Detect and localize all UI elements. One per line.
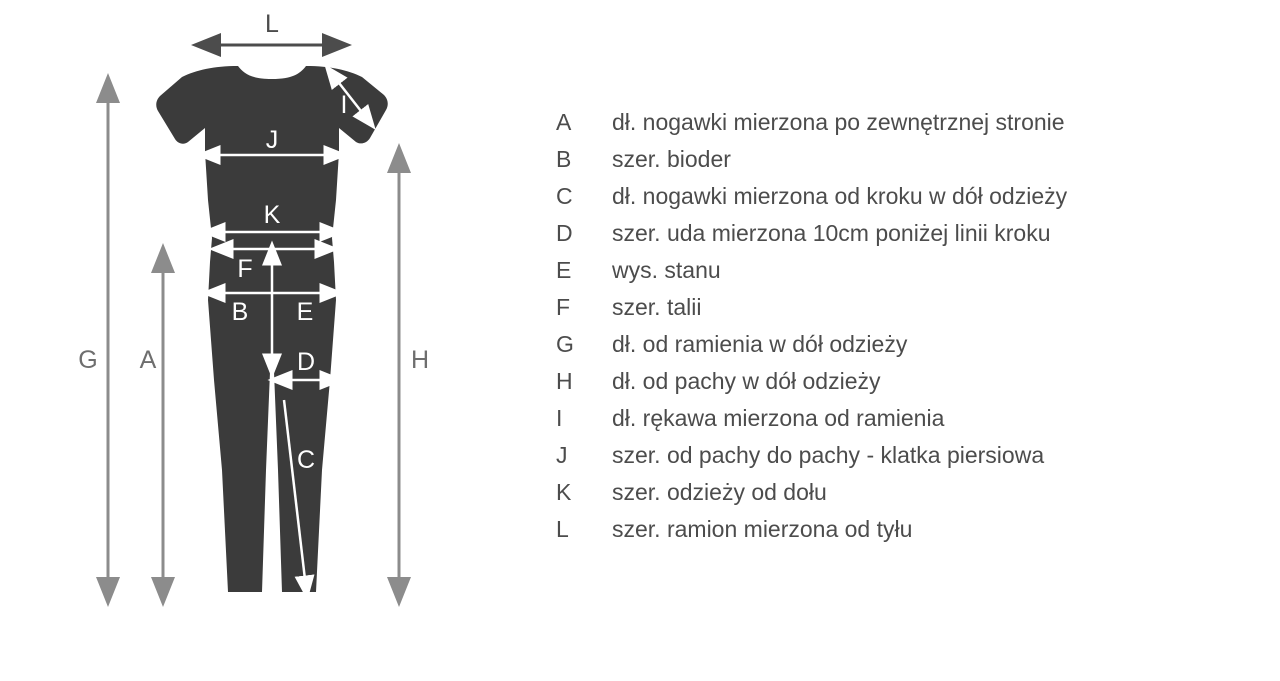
legend-desc-G: dł. od ramienia w dół odzieży	[612, 331, 908, 357]
label-A: A	[139, 346, 157, 374]
legend-key-F: F	[556, 294, 571, 320]
legend-item-I	[556, 400, 1256, 437]
legend-desc-E: wys. stanu	[612, 257, 721, 283]
legend-item-E	[556, 252, 1256, 289]
measure-H	[399, 158, 429, 592]
legend-desc-A: dł. nogawki mierzona po zewnętrznej stronie	[612, 109, 1065, 135]
legend-key-K: K	[556, 479, 572, 505]
legend-desc-J: szer. od pachy do pachy - klatka piersiowa	[612, 442, 1045, 468]
measure-G	[78, 88, 108, 592]
legend-item-F	[556, 289, 1256, 326]
legend-item-C	[556, 178, 1256, 215]
label-F: F	[237, 255, 253, 283]
legend-desc-B: szer. bioder	[612, 146, 731, 172]
legend-key-L: L	[556, 516, 569, 542]
label-D: D	[296, 348, 316, 376]
legend-desc-F: szer. talii	[612, 294, 702, 320]
label-H: H	[410, 346, 430, 374]
legend-list	[556, 104, 1256, 548]
measure-L	[206, 10, 337, 45]
legend-item-J	[556, 437, 1256, 474]
garment-diagram-svg	[0, 0, 520, 681]
label-K: K	[263, 201, 281, 229]
legend-desc-H: dł. od pachy w dół odzieży	[612, 368, 881, 394]
label-G: G	[78, 346, 98, 374]
legend-key-E: E	[556, 257, 572, 283]
label-J: J	[265, 126, 279, 154]
legend-item-H	[556, 363, 1256, 400]
legend-desc-L: szer. ramion mierzona od tyłu	[612, 516, 913, 542]
legend-key-A: A	[556, 109, 572, 135]
legend-item-A	[556, 104, 1256, 141]
legend-key-G: G	[556, 331, 574, 357]
label-I: I	[340, 91, 348, 119]
legend-desc-D: szer. uda mierzona 10cm poniżej linii kroku	[612, 220, 1051, 246]
legend-key-B: B	[556, 146, 572, 172]
legend-desc-K: szer. odzieży od dołu	[612, 479, 827, 505]
legend-desc-I: dł. rękawa mierzona od ramienia	[612, 405, 945, 431]
label-E: E	[296, 298, 314, 326]
label-C: C	[296, 446, 316, 474]
measure-A	[140, 258, 163, 592]
label-L: L	[265, 10, 279, 38]
legend-item-B	[556, 141, 1256, 178]
legend-key-I: I	[556, 405, 563, 431]
legend-key-D: D	[556, 220, 573, 246]
legend-desc-C: dł. nogawki mierzona od kroku w dół odzieży	[612, 183, 1068, 209]
garment-neckline	[262, 66, 282, 79]
legend-key-C: C	[556, 183, 573, 209]
garment-diagram	[0, 0, 520, 681]
legend-key-H: H	[556, 368, 573, 394]
legend-item-D	[556, 215, 1256, 252]
legend-item-L	[556, 511, 1256, 548]
legend-item-G	[556, 326, 1256, 363]
label-B: B	[231, 298, 249, 326]
legend-item-K	[556, 474, 1256, 511]
legend-key-J: J	[556, 442, 568, 468]
